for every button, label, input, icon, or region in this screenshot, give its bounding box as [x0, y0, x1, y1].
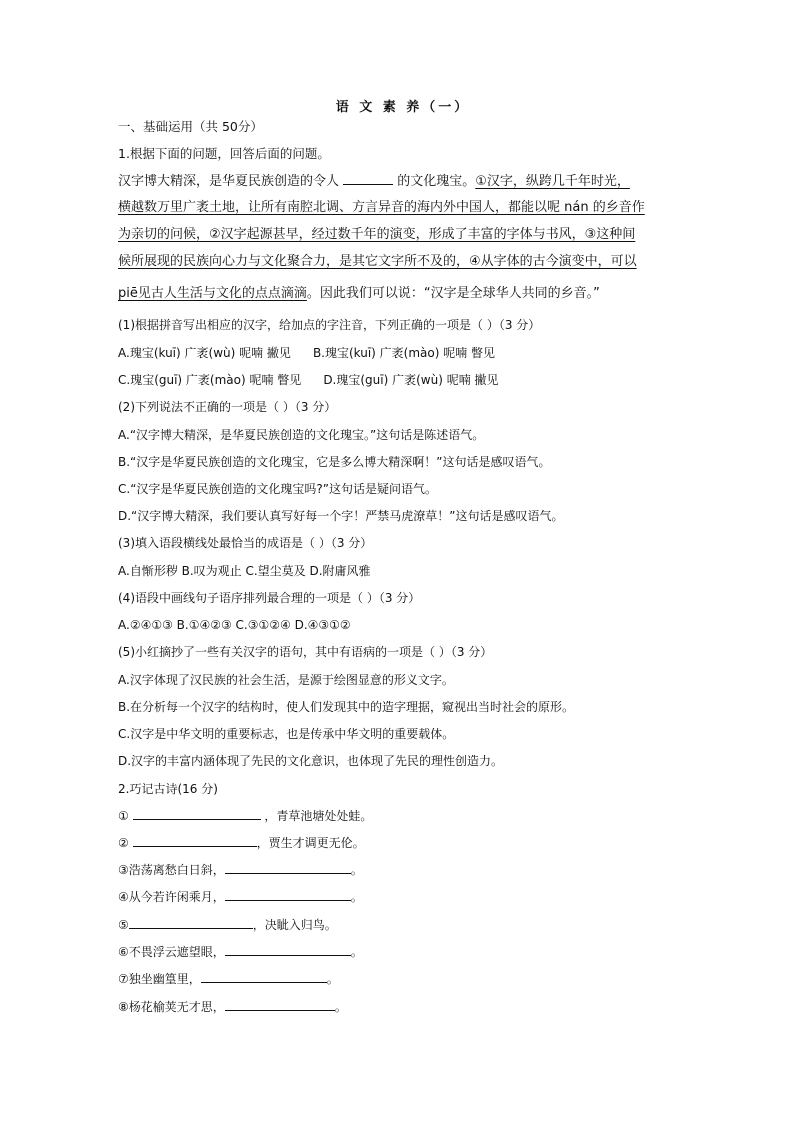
subquestion-5-option-c: C.汉字是中华文明的重要标志，也是传承中华文明的重要载体。: [118, 727, 455, 741]
subquestion-1-options-ab: [118, 344, 495, 362]
option-b: B.瑰宝(kuī) 广袤(mào) 呢喃 瞥见: [312, 346, 496, 360]
poem-line-6: [118, 943, 363, 961]
poem-text: ②: [118, 836, 133, 850]
passage-line-4: 候所展现的民族向心力与文化聚合力，是其它文字所不及的，④从字体的古今演变中，可以: [118, 254, 637, 269]
question-2-prompt: 2.巧记古诗(16 分): [118, 782, 218, 796]
passage-line-3: 为亲切的问候，②汉字起源甚早，经过数千年的演变，形成了丰富的字体与书风，③这种间: [118, 227, 636, 242]
poem-line-1: [118, 807, 372, 825]
underlined-sentence: piē见古人生活与文化的点点滴滴: [118, 286, 307, 301]
poem-line-7: [118, 970, 339, 988]
poem-line-8: [118, 998, 347, 1016]
poem-line-2: [118, 834, 365, 852]
passage-text: 的文化瑰宝。: [393, 174, 476, 189]
poem-text: ④从今若许闲乘月，: [118, 890, 225, 904]
poem-blank[interactable]: [225, 998, 335, 1011]
option-d: D.瑰宝(guī) 广袤(wù) 呢喃 撇见: [323, 373, 499, 387]
subquestion-1: (1)根据拼音写出相应的汉字，给加点的字注音，下列正确的一项是（ ）（3 分）: [118, 318, 541, 332]
passage-line-5: [118, 285, 600, 303]
subquestion-4-options: A.②④①③ B.①④②③ C.③①②④ D.④③①②: [118, 618, 351, 632]
subquestion-5: (5)小红摘抄了一些有关汉字的语句，其中有语病的一项是（ ）（3 分）: [118, 645, 493, 659]
poem-text: 。: [334, 1000, 347, 1014]
poem-blank[interactable]: [225, 888, 351, 901]
subquestion-3: (3)填入语段横线处最恰当的成语是（ ）（3 分）: [118, 536, 373, 550]
option-a: A.瑰宝(kuī) 广袤(wù) 呢喃 撇见: [118, 346, 291, 360]
poem-text: ⑦独坐幽篁里，: [118, 972, 201, 986]
poem-text: ，贾生才调更无伦。: [256, 836, 365, 850]
poem-line-4: [118, 888, 363, 906]
poem-blank[interactable]: [225, 861, 351, 874]
poem-text: 。: [350, 945, 363, 959]
passage-line-1: [118, 172, 630, 191]
subquestion-2-option-c: C.“汉字是华夏民族创造的文化瑰宝吗?”这句话是疑问语气。: [118, 482, 437, 496]
poem-text: ⑤: [118, 918, 129, 932]
poem-blank[interactable]: [133, 834, 257, 847]
poem-blank[interactable]: [225, 943, 351, 956]
page-title: 语 文 素 养（一）: [335, 100, 471, 115]
poem-blank[interactable]: [201, 970, 327, 983]
question-1-prompt: 1.根据下面的问题，回答后面的问题。: [118, 146, 330, 161]
passage-text: 汉字博大精深，是华夏民族创造的令人: [118, 174, 344, 189]
poem-text: 。: [350, 890, 363, 904]
idiom-blank[interactable]: [343, 172, 393, 185]
poem-text: ③浩荡离愁白日斜，: [118, 863, 225, 877]
poem-text: ，青草池塘处处蛙。: [260, 809, 373, 823]
subquestion-5-option-d: D.汉字的丰富内涵体现了先民的文化意识，也体现了先民的理性创造力。: [118, 754, 504, 768]
poem-text: ，决眦入归鸟。: [252, 918, 337, 932]
subquestion-2: (2)下列说法不正确的一项是（ ）（3 分）: [118, 400, 337, 414]
poem-line-5: [118, 916, 337, 934]
poem-text: ⑧杨花榆荚无才思，: [118, 1000, 225, 1014]
poem-text: 。: [350, 863, 363, 877]
passage-line-2: 横越数万里广袤土地，让所有南腔北调、方言异音的海内外中国人，都能以呢 nán 的乡音作: [118, 200, 645, 215]
option-c: C.瑰宝(guī) 广袤(mào) 呢喃 瞥见: [118, 373, 302, 387]
subquestion-1-options-cd: [118, 371, 499, 389]
poem-blank[interactable]: [129, 916, 253, 929]
poem-blank[interactable]: [133, 807, 261, 820]
poem-text: ①: [118, 809, 133, 823]
subquestion-4: (4)语段中画线句子语序排列最合理的一项是（ ）（3 分）: [118, 591, 421, 605]
poem-text: ⑥不畏浮云遮望眼，: [118, 945, 225, 959]
subquestion-2-option-d: D.“汉字博大精深，我们要认真写好每一个字！严禁马虎潦草！”这句话是感叹语气。: [118, 509, 564, 523]
passage-text: 。因此我们可以说：“汉字是全球华人共同的乡音。”: [306, 286, 600, 301]
subquestion-5-option-b: B.在分析每一个汉字的结构时，使人们发现其中的造字理据，窥视出当时社会的原形。: [118, 700, 575, 714]
subquestion-5-option-a: A.汉字体现了汉民族的社会生活，是源于绘图显意的形义文字。: [118, 673, 454, 687]
subquestion-2-option-a: A.“汉字博大精深，是华夏民族创造的文化瑰宝。”这句话是陈述语气。: [118, 428, 485, 442]
poem-text: 。: [326, 972, 339, 986]
underlined-sentence: ①汉字，纵跨几千年时光，: [475, 174, 630, 189]
subquestion-2-option-b: B.“汉字是华夏民族创造的文化瑰宝，它是多么博大精深啊！”这句话是感叹语气。: [118, 455, 551, 469]
subquestion-3-options: A.自惭形秽 B.叹为观止 C.望尘莫及 D.附庸风雅: [118, 564, 371, 578]
poem-line-3: [118, 861, 363, 879]
section-heading: 一、基础运用（共 50分）: [118, 119, 263, 134]
